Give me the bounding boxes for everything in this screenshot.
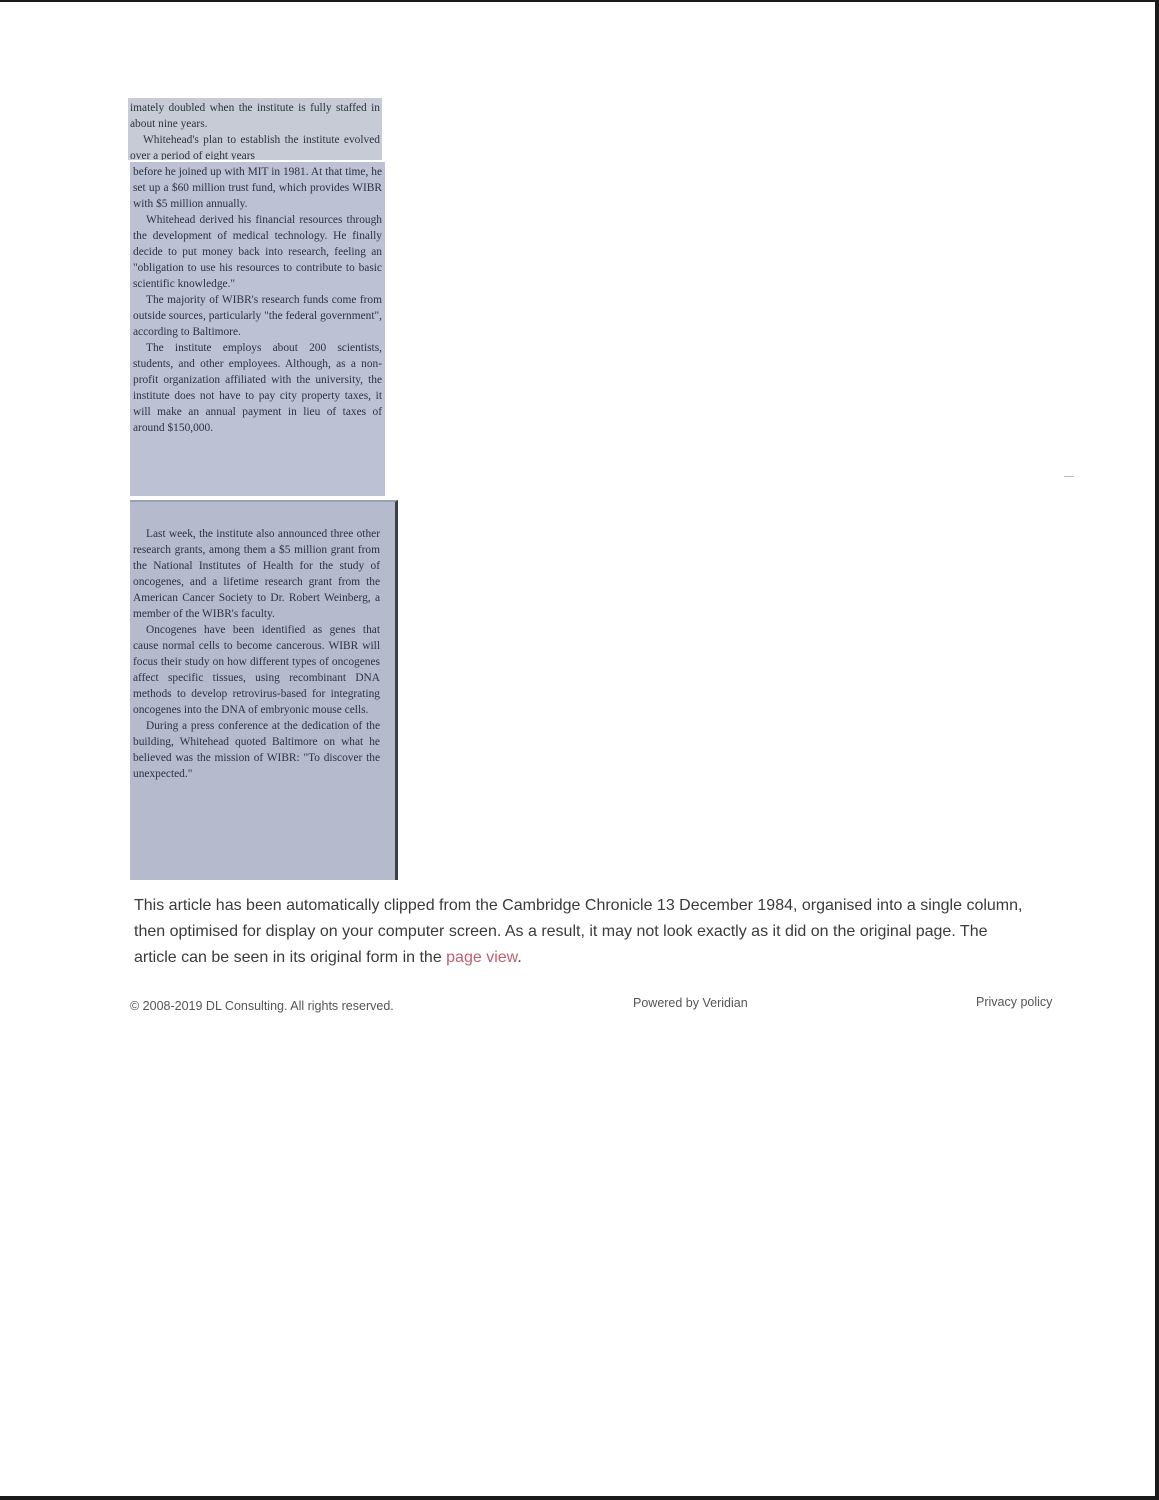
clipping-note-end: . bbox=[517, 949, 522, 966]
copyright-text: © 2008-2019 DL Consulting. All rights reserved. bbox=[130, 999, 394, 1013]
privacy-policy-link[interactable]: Privacy policy bbox=[976, 995, 1053, 1009]
article-paragraph: The institute employs about 200 scientists, students, and other employees. Although, as a non-profit organization affiliated with the university, the institute does not have to pay city property taxes, it will make an annual payment in lieu of taxes of around $150,000. bbox=[133, 342, 382, 434]
article-clip-1 bbox=[128, 98, 382, 160]
clipping-note-text: This article has been automatically clipped from the Cambridge Chronicle 13 December 1984, organised into a single column, then optimised for display on your computer screen. As a result, it may not look exactly as it did on the original page. The article can be seen in its original form in the bbox=[134, 897, 1023, 966]
page-frame-right bbox=[1155, 0, 1159, 1500]
article-paragraph: Oncogenes have been identified as genes that cause normal cells to become cancerous. WIBR will focus their study on how different types of oncogenes affect specific tissues, using recombinant DNA methods to develop retrovirus-based for integrating oncogenes into the DNA of embryonic mouse cells. bbox=[133, 624, 380, 716]
page-frame-bottom bbox=[0, 1496, 1159, 1500]
article-clip-2 bbox=[130, 162, 385, 496]
powered-by-link[interactable]: Powered by Veridian bbox=[633, 996, 748, 1010]
clipping-note bbox=[134, 893, 1034, 971]
article-paragraph: Whitehead's plan to establish the institute evolved over a period of eight years bbox=[130, 134, 380, 160]
article-paragraph: The majority of WIBR's research funds come from outside sources, particularly "the federal government", according to Baltimore. bbox=[133, 294, 382, 338]
page-frame-top bbox=[0, 0, 1159, 2]
page-view-link[interactable]: page view bbox=[446, 949, 518, 966]
article-paragraph: Whitehead derived his financial resources through the development of medical technology. He finally decide to put money back into research, feeling an "obligation to use his resources to contribute to basic scientific knowledge." bbox=[133, 214, 382, 290]
article-paragraph: Last week, the institute also announced three other research grants, among them a $5 million grant from the National Institutes of Health for the study of oncogenes, and a lifetime research grant from the American Cancer Society to Dr. Robert Weinberg, a member of the WIBR's faculty. bbox=[133, 528, 380, 620]
scan-speck bbox=[1064, 476, 1074, 477]
article-paragraph: During a press conference at the dedication of the building, Whitehead quoted Baltimore on what he believed was the mission of WIBR: "To discover the unexpected." bbox=[133, 720, 380, 780]
article-clip-3 bbox=[130, 500, 398, 880]
article-paragraph: before he joined up with MIT in 1981. At that time, he set up a $60 million trust fund, which provides WIBR with $5 million annually. bbox=[133, 166, 382, 210]
article-paragraph: imately doubled when the institute is fully staffed in about nine years. bbox=[130, 102, 380, 130]
